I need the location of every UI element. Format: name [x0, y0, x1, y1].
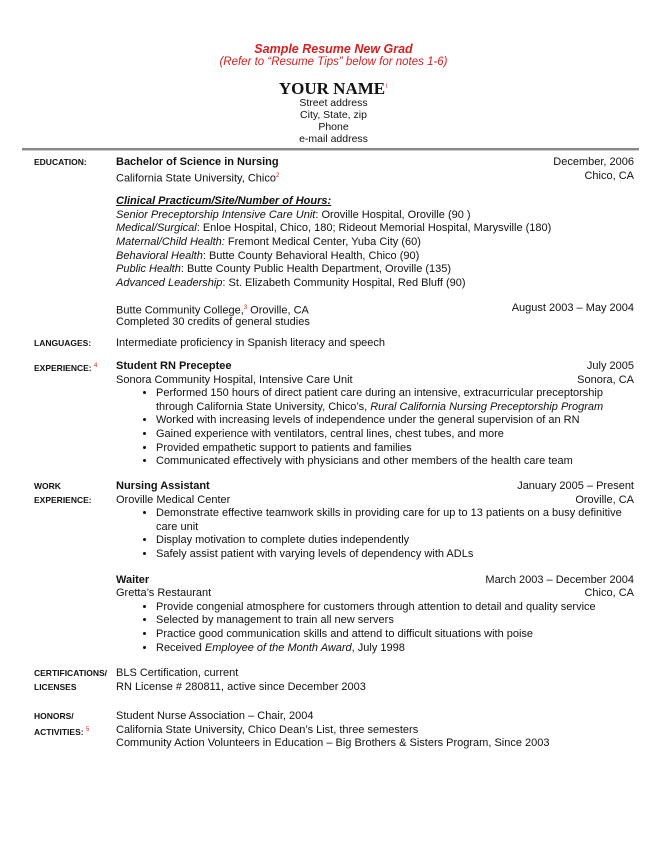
job-date: March 2003 – December 2004 [485, 573, 634, 586]
email: e-mail address [299, 133, 368, 145]
clinical-item [116, 263, 634, 277]
phone: Phone [318, 121, 349, 133]
section-label [34, 667, 107, 694]
honor-item: Community Action Volunteers in Education – Big Brothers & Sisters Program, Since 2003 [116, 737, 550, 750]
note-marker: 4 [94, 363, 98, 369]
clinical-area: Behavioral Health [116, 249, 203, 262]
school [116, 170, 279, 184]
section-label: LANGUAGES: [34, 338, 92, 348]
job-title: Waiter [116, 573, 150, 586]
position-title: Student RN Preceptee [116, 360, 232, 372]
degree: Bachelor of Science in Nursing [116, 156, 279, 168]
section-label: EDUCATION: [34, 157, 87, 167]
clinical-area: Senior Preceptorship Intensive Care Unit [116, 208, 316, 221]
label-line: HONORS/ [34, 711, 74, 721]
section-label [34, 710, 89, 739]
bullet-text: Received [156, 641, 205, 654]
program-name: Rural California Nursing Preceptorship Program [370, 400, 604, 413]
clinical-heading: Clinical Practicum/Site/Number of Hours: [116, 195, 332, 208]
header-rule [22, 148, 639, 151]
clinical-area: Maternal/Child Health: [116, 235, 225, 248]
job-location: Chico, CA [584, 587, 634, 600]
bullet-list [116, 387, 634, 469]
clinical-item [116, 236, 634, 250]
bullet-item [156, 642, 634, 656]
job-title: Nursing Assistant [116, 480, 210, 492]
bullet-list [116, 507, 634, 561]
bullet-item: • Display motivation to complete duties independently [156, 534, 634, 548]
position-date: July 2005 [586, 360, 634, 372]
cert-item: BLS Certification, current [116, 667, 239, 679]
bullet-text: Performed 150 hours of direct patient care during an intensive, extracurricular preceptorship through California State University, Chico’s, [156, 387, 603, 413]
school-name: California State University, Chico [116, 172, 276, 185]
bullet-item: • Worked with increasing levels of independence under the general supervision of an RN [156, 414, 634, 428]
street: Street address [299, 97, 368, 109]
job-location: Oroville, CA [575, 493, 634, 506]
bullet-item: • Selected by management to train all new servers [156, 614, 634, 628]
label-line: WORK [34, 481, 61, 491]
job-entry [116, 480, 634, 562]
organization: Sonora Community Hospital, Intensive Care Unit [116, 373, 353, 386]
job-entry [116, 574, 634, 656]
college-name: Butte Community College, [116, 305, 244, 317]
name-text: YOUR NAME [278, 79, 386, 98]
college-dates: August 2003 – May 2004 [511, 302, 634, 315]
clinical-site: : Enloe Hospital, Chico, 180; Rideout Memorial Hospital, Marysville (180) [196, 222, 552, 235]
clinical-site: : Oroville Hospital, Oroville (90 ) [315, 208, 471, 221]
bullet-item: • Gained experience with ventilators, central lines, chest tubes, and more [156, 428, 634, 442]
job-date: January 2005 – Present [517, 480, 634, 492]
school-location: Chico, CA [584, 169, 634, 182]
label-line: LICENSES [34, 681, 77, 692]
bullet-item: • Practice good communication skills and attend to difficult situations with poise [156, 628, 634, 642]
clinical-area: Advanced Leadership [116, 276, 223, 289]
section-label [34, 360, 97, 375]
bullet-item: • Provided empathetic support to patients and families [156, 442, 634, 456]
candidate-name [0, 79, 667, 99]
college-location: Oroville, CA [247, 305, 309, 317]
clinical-item [116, 222, 634, 236]
college-detail: Completed 30 credits of general studies [116, 315, 310, 328]
employer: Gretta’s Restaurant [116, 587, 212, 600]
label-text: EXPERIENCE: [34, 362, 92, 373]
bullet-item: • Safely assist patient with varying levels of dependency with ADLs [156, 548, 634, 562]
city: City, State, zip [300, 109, 367, 121]
clinical-item [116, 250, 634, 264]
note-marker: 2 [275, 172, 280, 179]
honor-item: California State University, Chico Dean’s List, three semesters [116, 723, 419, 736]
label-line: ACTIVITIES: [34, 726, 84, 737]
label-line: CERTIFICATIONS/ [34, 668, 108, 678]
jobs-list [116, 480, 634, 655]
clinical-site: : Butte County Behavioral Health, Chico (90) [202, 249, 420, 262]
bullet-list [116, 601, 634, 655]
languages-text: Intermediate proficiency in Spanish literacy and speech [116, 337, 386, 349]
honor-item: Student Nurse Association – Chair, 2004 [116, 710, 314, 722]
clinical-list [116, 209, 634, 291]
clinical-area: Public Health [116, 263, 181, 276]
college [116, 302, 309, 316]
bullet-item: • Provide congenial atmosphere for customers through attention to detail and quality service [156, 601, 634, 615]
contact-block [0, 97, 667, 145]
clinical-area: Medical/Surgical [116, 222, 197, 235]
doc-title: Sample Resume New Grad [254, 42, 413, 56]
bullet-text: , July 1998 [351, 641, 405, 654]
clinical-item [116, 277, 634, 291]
employer: Oroville Medical Center [116, 493, 231, 506]
clinical-site: : Butte County Public Health Department, Oroville (135) [180, 263, 452, 276]
clinical-site: : St. Elizabeth Community Hospital, Red Bluff (90) [222, 276, 466, 289]
section-label [34, 480, 92, 507]
bullet-item: • Communicated effectively with physicians and other members of the health care team [156, 455, 634, 469]
note-marker: 3 [243, 305, 248, 312]
award-name: Employee of the Month Award [204, 641, 352, 654]
note-marker: 5 [85, 726, 90, 733]
clinical-site: Fremont Medical Center, Yuba City (60) [224, 235, 421, 248]
degree-date: December, 2006 [553, 156, 634, 168]
note-marker: 1 [385, 83, 389, 90]
doc-subtitle: (Refer to “Resume Tips” below for notes 1-6) [219, 56, 448, 68]
clinical-item [116, 209, 634, 223]
cert-item: RN License # 280811, active since December 2003 [116, 680, 366, 693]
location: Sonora, CA [577, 373, 634, 386]
bullet-item: • Demonstrate effective teamwork skills in providing care for up to 13 patients on a busy definitive care unit [156, 507, 634, 534]
bullet-item [156, 387, 634, 414]
label-line: EXPERIENCE: [34, 494, 92, 505]
